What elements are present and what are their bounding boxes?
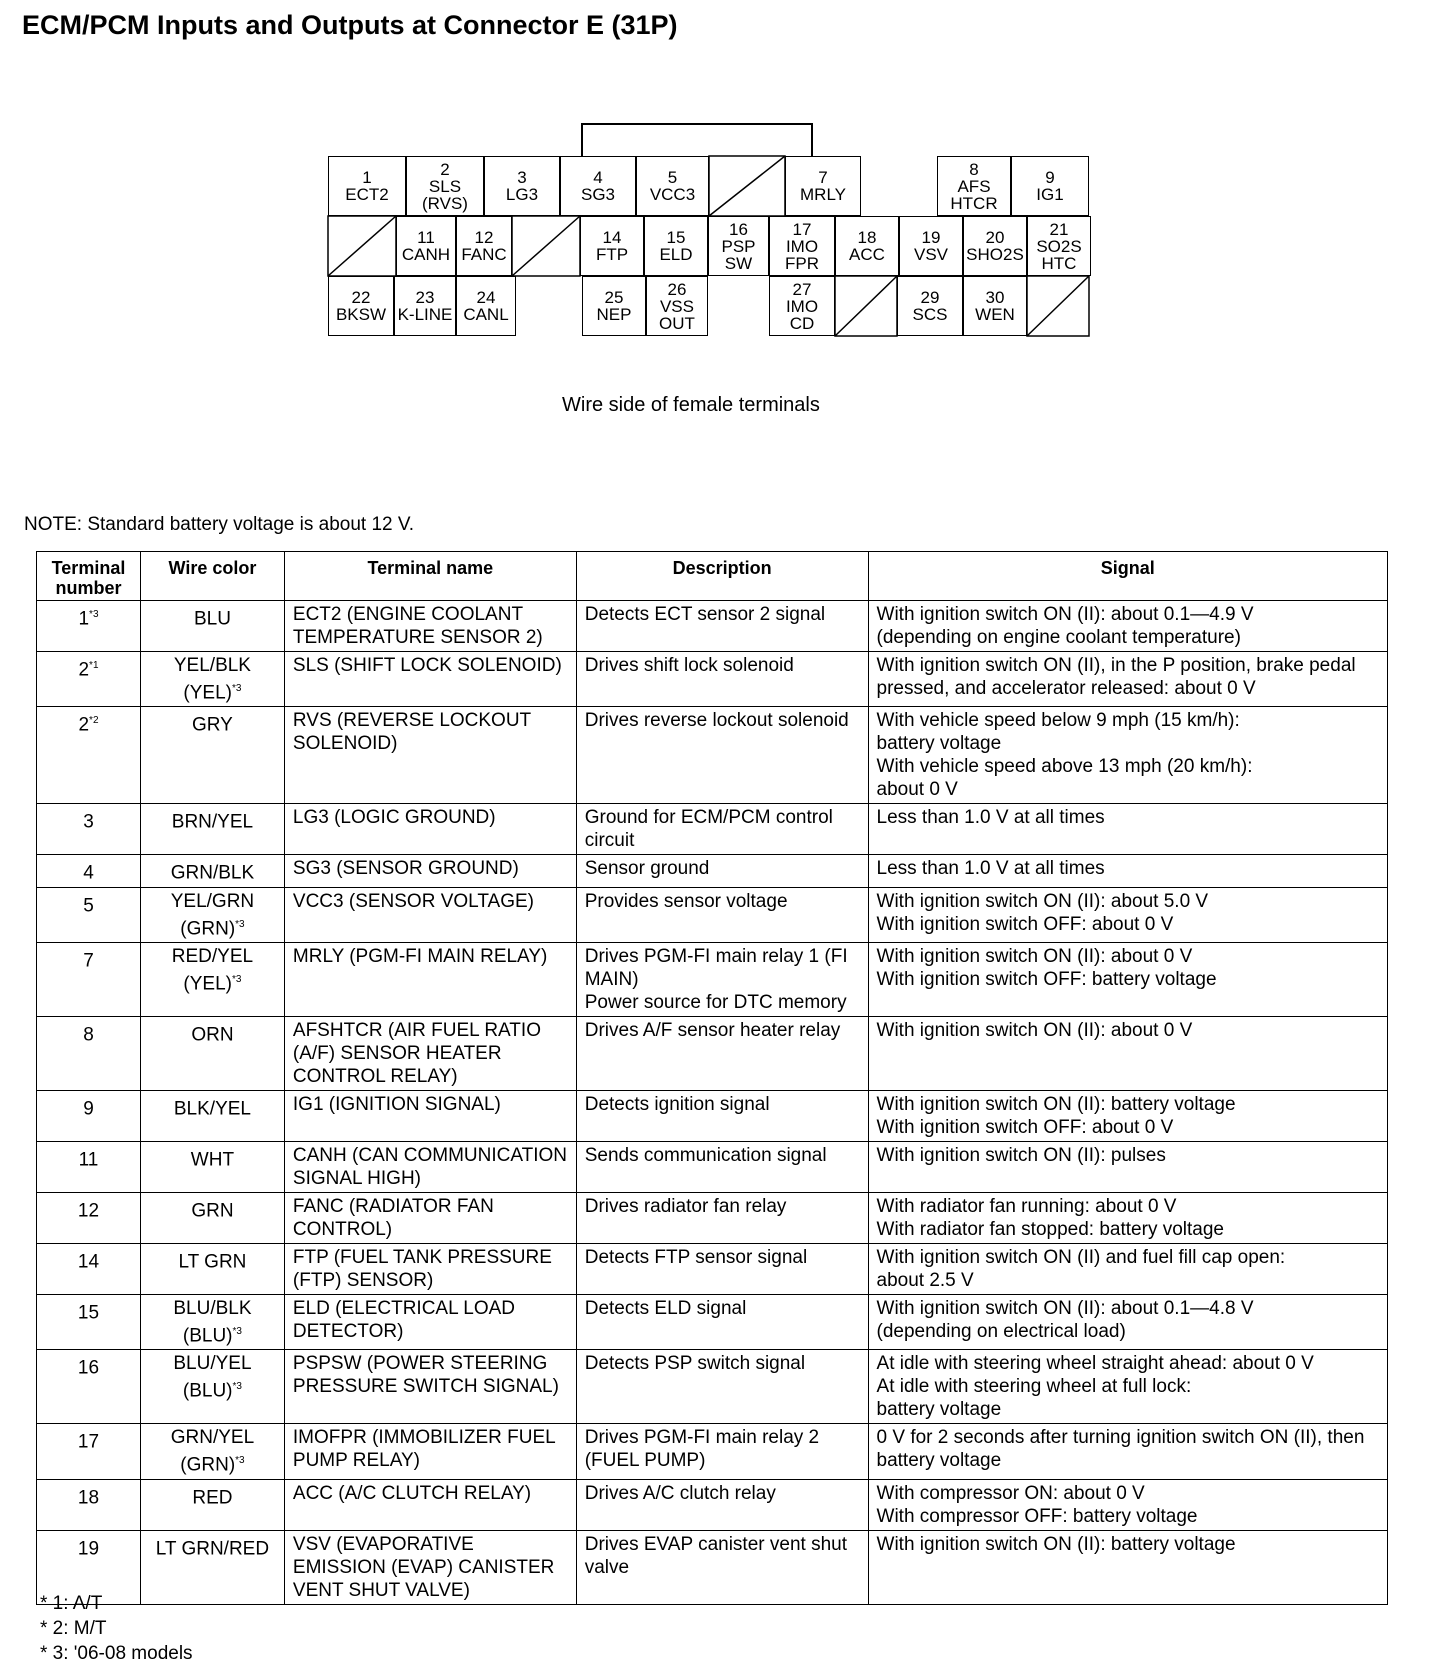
terminal-table (36, 551, 1388, 1605)
terminal-3: 3 LG3 (484, 156, 560, 216)
terminal-number-cell (37, 1192, 141, 1243)
description-cell: Drives PGM-FI main relay 1 (FI MAIN) Power source for DTC memory (576, 942, 868, 1016)
terminal-21: 21 SO2S HTC (1027, 216, 1091, 276)
terminal-12: 12 FANC (456, 216, 512, 276)
signal-cell: With ignition switch ON (II): about 0.1—4.9 V (depending on engine coolant temperature) (868, 601, 1387, 652)
terminal-number-cell (37, 1294, 141, 1349)
table-row (37, 1090, 1388, 1141)
wire-color-cell (140, 942, 284, 1016)
terminal-name-cell: IG1 (IGNITION SIGNAL) (284, 1090, 576, 1141)
terminal-name-cell: FANC (RADIATOR FAN CONTROL) (284, 1192, 576, 1243)
connector-diagram (320, 120, 1100, 360)
table-row (37, 804, 1388, 855)
terminal-5: 5 VCC3 (636, 156, 709, 216)
terminal-number: 2 (78, 714, 90, 736)
wire-color-footnote-ref: *3 (232, 1381, 242, 1393)
terminal-number: 4 (83, 862, 94, 884)
wire-color-cell (140, 1243, 284, 1294)
header-signal: Signal (868, 552, 1387, 601)
signal-cell: With ignition switch ON (II): battery voltage With ignition switch OFF: about 0 V (868, 1090, 1387, 1141)
terminal-number-cell (37, 601, 141, 652)
table-row (37, 1243, 1388, 1294)
wire-color: RED (192, 1486, 233, 1508)
table-row (37, 942, 1388, 1016)
terminal-number-cell (37, 1243, 141, 1294)
signal-cell: With ignition switch ON (II): pulses (868, 1141, 1387, 1192)
wire-color: LT GRN/RED (155, 1537, 270, 1559)
wire-color-cell (140, 1016, 284, 1090)
signal-cell: With compressor ON: about 0 V With compressor OFF: battery voltage (868, 1479, 1387, 1530)
wire-color: GRN (191, 1200, 234, 1222)
terminal-number-cell (37, 652, 141, 707)
terminal-number: 17 (77, 1431, 100, 1453)
footnote-3: * 3: '06-08 models (40, 1643, 193, 1664)
signal-cell: With radiator fan running: about 0 V With radiator fan stopped: battery voltage (868, 1192, 1387, 1243)
terminal-name-cell: ELD (ELECTRICAL LOAD DETECTOR) (284, 1294, 576, 1349)
wire-color-cell (140, 707, 284, 804)
terminal-number-cell (37, 855, 141, 887)
signal-cell: With ignition switch ON (II): about 0 V (868, 1016, 1387, 1090)
description-cell: Drives reverse lockout solenoid (576, 707, 868, 804)
signal-cell: With ignition switch ON (II), in the P position, brake pedal pressed, and accelerator released: about 0 V (868, 652, 1387, 707)
wire-color-footnote-ref: *3 (232, 1325, 242, 1337)
header-terminal-number: Terminal number (37, 552, 141, 601)
table-row (37, 1192, 1388, 1243)
terminal-number: 16 (77, 1357, 100, 1379)
description-cell: Detects FTP sensor signal (576, 1243, 868, 1294)
terminal-number-cell (37, 887, 141, 942)
terminal-11: 11 CANH (396, 216, 456, 276)
description-cell: Detects ignition signal (576, 1090, 868, 1141)
terminal-name-cell: SG3 (SENSOR GROUND) (284, 855, 576, 887)
table-row (37, 1141, 1388, 1192)
terminal-20: 20 SHO2S (963, 216, 1027, 276)
terminal-number-cell (37, 1479, 141, 1530)
description-cell: Drives radiator fan relay (576, 1192, 868, 1243)
terminal-number: 19 (77, 1537, 100, 1559)
terminal-2: 2 SLS (RVS) (406, 156, 484, 216)
wire-color: GRY (192, 714, 233, 736)
header-description: Description (576, 552, 868, 601)
terminal-number: 15 (77, 1302, 100, 1324)
terminal-number: 18 (77, 1486, 100, 1508)
signal-cell: 0 V for 2 seconds after turning ignition switch ON (II), then battery voltage (868, 1424, 1387, 1479)
table-row (37, 1424, 1388, 1479)
terminal-number-cell (37, 942, 141, 1016)
terminal-number: 8 (83, 1024, 94, 1046)
connector-caption: Wire side of female terminals (562, 394, 820, 416)
terminal-name-cell: VCC3 (SENSOR VOLTAGE) (284, 887, 576, 942)
footnote-2: * 2: M/T (40, 1618, 107, 1639)
header-wire-color: Wire color (140, 552, 284, 601)
terminal-17: 17 IMO FPR (769, 216, 835, 276)
wire-color: YEL/GRN (GRN) (170, 890, 255, 939)
description-cell: Drives EVAP canister vent shut valve (576, 1530, 868, 1604)
terminal-9: 9 IG1 (1011, 156, 1089, 216)
terminal-1: 1 ECT2 (328, 156, 406, 216)
wire-color: BLK/YEL (173, 1098, 251, 1120)
terminal-7: 7 MRLY (785, 156, 861, 216)
table-row (37, 1479, 1388, 1530)
wire-color-cell (140, 1294, 284, 1349)
terminal-27: 27 IMO CD (769, 276, 835, 336)
table-row (37, 1350, 1388, 1424)
wire-color-cell (140, 1141, 284, 1192)
terminal-number-cell (37, 1424, 141, 1479)
terminal-footnote-ref: *2 (89, 715, 99, 727)
table-row (37, 1294, 1388, 1349)
signal-cell: With ignition switch ON (II): about 0.1—4.8 V (depending on electrical load) (868, 1294, 1387, 1349)
terminal-number: 7 (83, 950, 94, 972)
wire-color: LT GRN (178, 1251, 247, 1273)
terminal-name-cell: ECT2 (ENGINE COOLANT TEMPERATURE SENSOR 2) (284, 601, 576, 652)
wire-color-cell (140, 1424, 284, 1479)
wire-color: BLU/BLK (BLU) (173, 1297, 252, 1347)
signal-cell: With ignition switch ON (II): about 5.0 V With ignition switch OFF: about 0 V (868, 887, 1387, 942)
description-cell: Ground for ECM/PCM control circuit (576, 804, 868, 855)
header-terminal-name: Terminal name (284, 552, 576, 601)
terminal-name-cell: PSPSW (POWER STEERING PRESSURE SWITCH SIGNAL) (284, 1350, 576, 1424)
wire-color-cell (140, 601, 284, 652)
terminal-26: 26 VSS OUT (646, 276, 708, 336)
wire-color-footnote-ref: *3 (232, 683, 242, 694)
terminal-number: 9 (83, 1098, 94, 1120)
terminal-name-cell: ACC (A/C CLUTCH RELAY) (284, 1479, 576, 1530)
signal-cell: Less than 1.0 V at all times (868, 804, 1387, 855)
description-cell: Provides sensor voltage (576, 887, 868, 942)
terminal-23: 23 K-LINE (394, 276, 456, 336)
terminal-19: 19 VSV (899, 216, 963, 276)
terminal-number: 3 (83, 811, 94, 833)
terminal-number-cell (37, 804, 141, 855)
terminal-16: 16 PSP SW (708, 216, 769, 276)
terminal-name-cell: SLS (SHIFT LOCK SOLENOID) (284, 652, 576, 707)
terminal-name-cell: RVS (REVERSE LOCKOUT SOLENOID) (284, 707, 576, 804)
terminal-25: 25 NEP (582, 276, 646, 336)
table-row (37, 652, 1388, 707)
table-row (37, 707, 1388, 804)
terminal-name-cell: CANH (CAN COMMUNICATION SIGNAL HIGH) (284, 1141, 576, 1192)
description-cell: Detects PSP switch signal (576, 1350, 868, 1424)
terminal-name-cell: AFSHTCR (AIR FUEL RATIO (A/F) SENSOR HEATER CONTROL RELAY) (284, 1016, 576, 1090)
wire-color-footnote-ref: *3 (235, 918, 245, 930)
wire-color: ORN (191, 1024, 234, 1046)
terminal-24: 24 CANL (456, 276, 516, 336)
terminal-14: 14 FTP (580, 216, 644, 276)
terminal-number-cell (37, 1350, 141, 1424)
terminal-footnote-ref: *3 (89, 609, 99, 620)
wire-color-cell (140, 1530, 284, 1604)
wire-color-footnote-ref: *3 (235, 1455, 245, 1467)
wire-color-cell (140, 652, 284, 707)
wire-color: WHT (190, 1149, 235, 1171)
wire-color-cell (140, 804, 284, 855)
terminal-number-cell (37, 707, 141, 804)
wire-color: GRN/BLK (170, 862, 255, 884)
page-title: ECM/PCM Inputs and Outputs at Connector E (31P) (22, 10, 678, 40)
terminal-15: 15 ELD (644, 216, 708, 276)
terminal-number: 1 (78, 608, 90, 630)
terminal-4: 4 SG3 (560, 156, 636, 216)
wire-color: RED/YEL (YEL) (171, 945, 254, 995)
terminal-name-cell: VSV (EVAPORATIVE EMISSION (EVAP) CANISTER VENT SHUT VALVE) (284, 1530, 576, 1604)
table-row (37, 887, 1388, 942)
description-cell: Sends communication signal (576, 1141, 868, 1192)
terminal-number-cell (37, 1141, 141, 1192)
terminal-name-cell: MRLY (PGM-FI MAIN RELAY) (284, 942, 576, 1016)
description-cell: Detects ELD signal (576, 1294, 868, 1349)
signal-cell: At idle with steering wheel straight ahead: about 0 V At idle with steering wheel at full lock: battery voltage (868, 1350, 1387, 1424)
terminal-number: 5 (83, 894, 94, 916)
terminal-number: 12 (77, 1200, 100, 1222)
terminal-name-cell: LG3 (LOGIC GROUND) (284, 804, 576, 855)
terminal-30: 30 WEN (963, 276, 1027, 336)
description-cell: Drives A/F sensor heater relay (576, 1016, 868, 1090)
note-text: NOTE: Standard battery voltage is about 12 V. (24, 514, 415, 535)
wire-color-cell (140, 1192, 284, 1243)
table-header-row (37, 552, 1388, 601)
terminal-name-cell: FTP (FUEL TANK PRESSURE (FTP) SENSOR) (284, 1243, 576, 1294)
table-row (37, 601, 1388, 652)
terminal-29: 29 SCS (897, 276, 963, 336)
signal-cell: With ignition switch ON (II) and fuel fill cap open: about 2.5 V (868, 1243, 1387, 1294)
wire-color-cell (140, 887, 284, 942)
terminal-number-cell (37, 1090, 141, 1141)
signal-cell: With ignition switch ON (II): battery voltage (868, 1530, 1387, 1604)
wire-color: GRN/YEL (GRN) (170, 1427, 255, 1476)
terminal-number: 11 (78, 1149, 99, 1171)
terminal-footnote-ref: *1 (89, 660, 99, 671)
wire-color: YEL/BLK (YEL) (173, 655, 251, 704)
terminal-18: 18 ACC (835, 216, 899, 276)
wire-color-cell (140, 1090, 284, 1141)
signal-cell: With vehicle speed below 9 mph (15 km/h): battery voltage With vehicle speed above 13 mph (20 km/h): about 0 V (868, 707, 1387, 804)
table-row (37, 1530, 1388, 1604)
terminal-22: 22 BKSW (328, 276, 394, 336)
terminal-number: 2 (78, 659, 90, 681)
wire-color: BLU (193, 608, 231, 630)
signal-cell: Less than 1.0 V at all times (868, 855, 1387, 887)
wire-color-cell (140, 1350, 284, 1424)
wire-color-cell (140, 1479, 284, 1530)
terminal-number: 14 (77, 1251, 100, 1273)
description-cell: Sensor ground (576, 855, 868, 887)
wire-color: BLU/YEL (BLU) (173, 1353, 252, 1402)
description-cell: Drives A/C clutch relay (576, 1479, 868, 1530)
description-cell: Drives shift lock solenoid (576, 652, 868, 707)
wire-color-footnote-ref: *3 (232, 973, 242, 985)
footnote-1: * 1: A/T (40, 1593, 103, 1614)
table-row (37, 1016, 1388, 1090)
table-row (37, 855, 1388, 887)
description-cell: Detects ECT sensor 2 signal (576, 601, 868, 652)
terminal-8: 8 AFS HTCR (937, 156, 1011, 216)
wire-color-cell (140, 855, 284, 887)
terminal-name-cell: IMOFPR (IMMOBILIZER FUEL PUMP RELAY) (284, 1424, 576, 1479)
description-cell: Drives PGM-FI main relay 2 (FUEL PUMP) (576, 1424, 868, 1479)
terminal-number-cell (37, 1016, 141, 1090)
wire-color: BRN/YEL (171, 811, 254, 833)
signal-cell: With ignition switch ON (II): about 0 V With ignition switch OFF: battery voltage (868, 942, 1387, 1016)
